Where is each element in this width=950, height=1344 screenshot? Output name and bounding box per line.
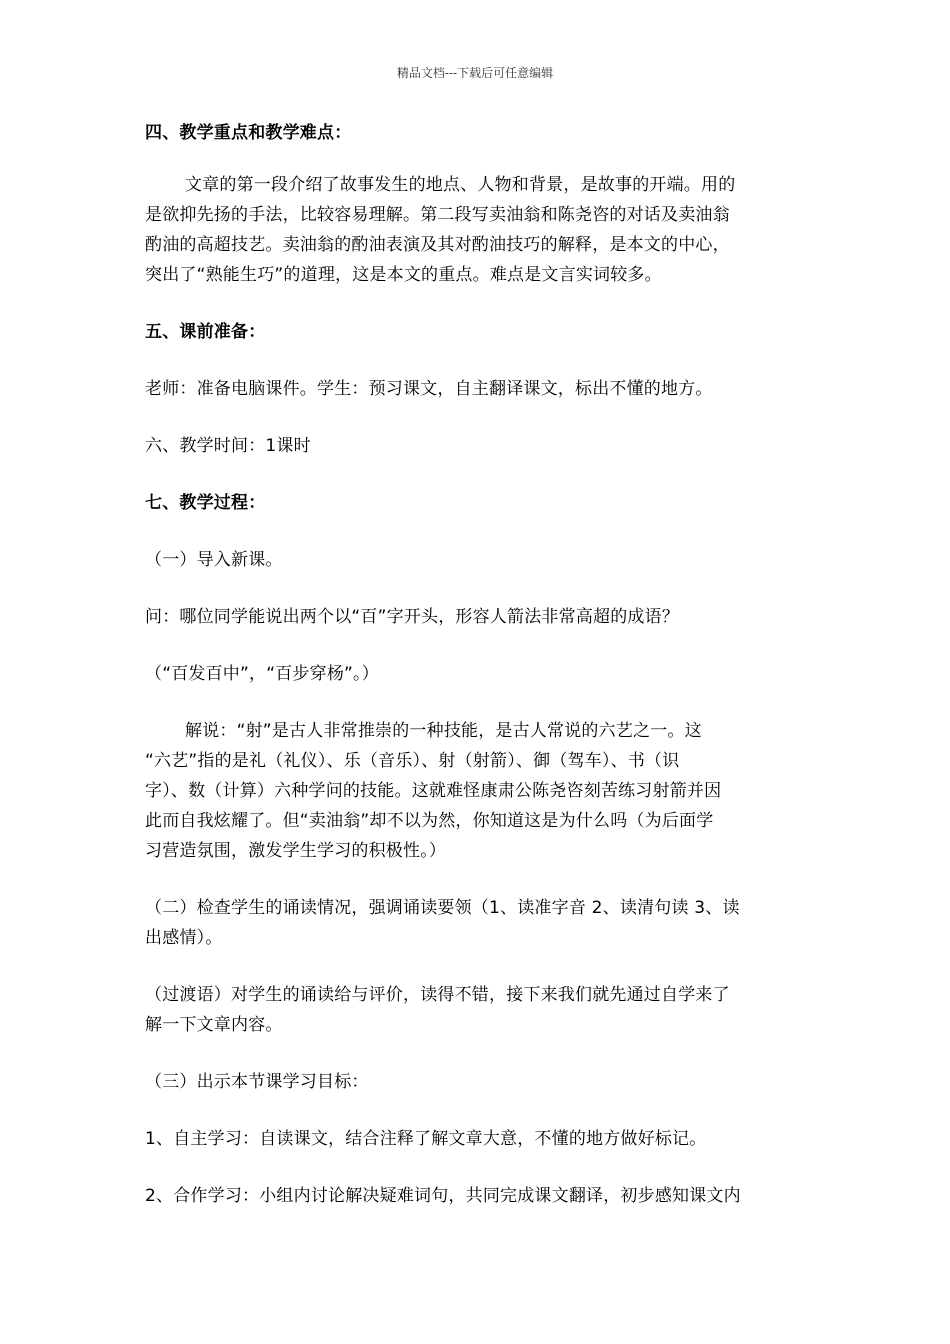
section-4-paragraph [145,170,810,290]
section-7-title: 七、教学过程： [145,493,266,513]
explanation-paragraph [145,716,810,866]
answer-text: （“百发百中”，“百步穿杨”。） [145,664,379,684]
question-text: 问：哪位同学能说出两个以“百”字开头，形容人箭法非常高超的成语？ [145,607,680,627]
step-3-title: （三）出示本节课学习目标： [145,1072,369,1092]
step-2-paragraph [145,893,810,953]
section-4-title: 四、教学重点和教学难点： [145,123,352,143]
paragraph-line: 此而自我炫耀了。但“卖油翁”却不以为然，你知道这是为什么吗（为后面学 [145,811,714,831]
paragraph-line: （过渡语）对学生的诵读给与评价，读得不错，接下来我们就先通过自学来了 [145,985,730,1005]
paragraph-line: 是欲抑先扬的手法，比较容易理解。第二段写卖油翁和陈尧咨的对话及卖油翁 [145,205,730,225]
page-header: 精品文档---下载后可任意编辑 [396,66,554,80]
section-6-title: 六、教学时间：1课时 [145,436,311,456]
paragraph-line: （二）检查学生的诵读情况，强调诵读要领（1、读准字音 2、读清句读 3、读 [145,898,740,918]
goal-1-text: 1、自主学习：自读课文，结合注释了解文章大意，不懂的地方做好标记。 [145,1129,707,1149]
document-body [145,118,810,1238]
paragraph-line: 字）、数（计算）六种学问的技能。这就难怪康肃公陈尧咨刻苦练习射箭并因 [145,781,722,801]
paragraph-line: 酌油的高超技艺。卖油翁的酌油表演及其对酌油技巧的解释，是本文的中心， [145,235,730,255]
paragraph-line: 解说：“射”是古人非常推崇的一种技能，是古人常说的六艺之一。这 [185,721,702,741]
section-5-title: 五、课前准备： [145,322,266,342]
paragraph-line: 突出了“熟能生巧”的道理，这是本文的重点。难点是文言实词较多。 [145,265,662,285]
section-5-paragraph: 老师：准备电脑课件。学生：预习课文，自主翻译课文，标出不懂的地方。 [145,379,713,399]
paragraph-line: 文章的第一段介绍了故事发生的地点、人物和背景，是故事的开端。用的 [185,175,736,195]
paragraph-line: 习营造氛围，激发学生学习的积极性。） [145,841,447,861]
goal-2-text: 2、合作学习：小组内讨论解决疑难词句，共同完成课文翻译，初步感知课文内 [145,1186,741,1206]
paragraph-line: “六艺”指的是礼（礼仪）、乐（音乐）、射（射箭）、御（驾车）、书（识 [145,751,680,771]
paragraph-line: 解一下文章内容。 [145,1015,283,1035]
transition-paragraph [145,980,810,1040]
step-1-title: （一）导入新课。 [145,550,283,570]
paragraph-line: 出感情）。 [145,928,223,948]
